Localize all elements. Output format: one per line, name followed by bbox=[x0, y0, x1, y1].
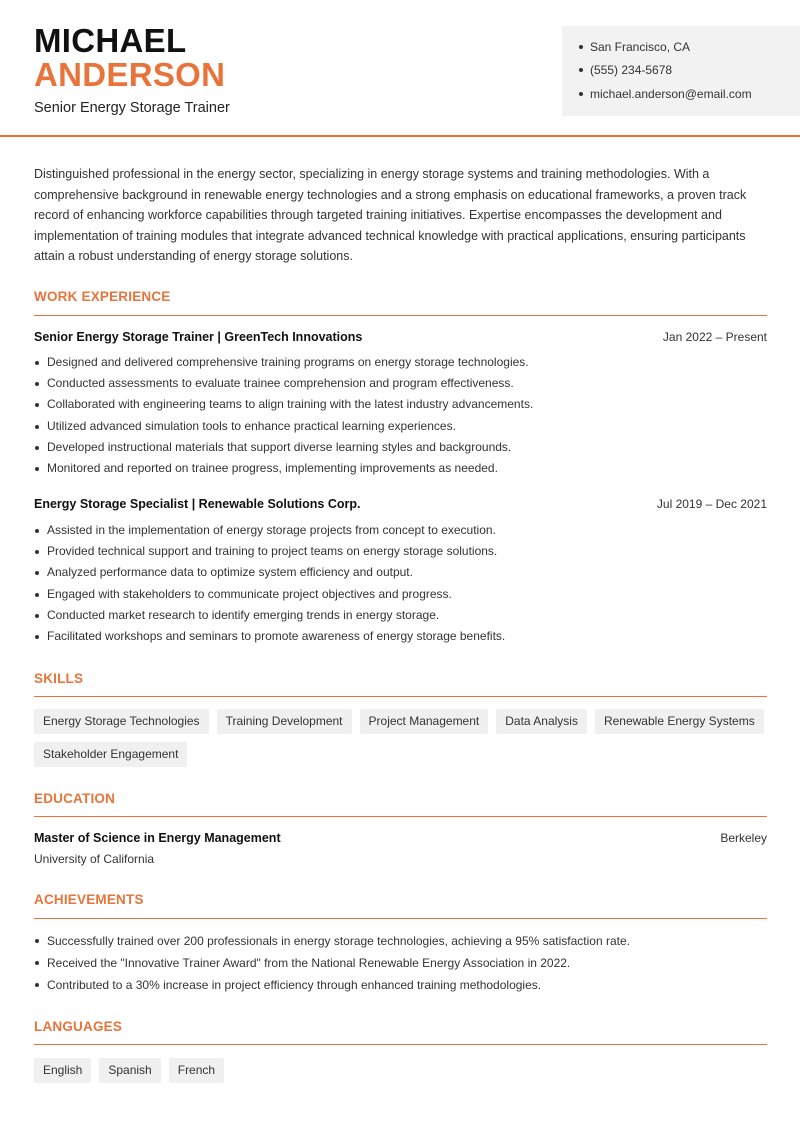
achievements-heading: ACHIEVEMENTS bbox=[34, 892, 144, 907]
skills-list bbox=[34, 709, 767, 767]
achievements-list bbox=[34, 930, 767, 996]
list-item: Assisted in the implementation of energy storage projects from concept to execution. bbox=[34, 520, 767, 541]
list-item: Facilitated workshops and seminars to promote awareness of energy storage benefits. bbox=[34, 626, 767, 647]
section-divider bbox=[34, 918, 767, 919]
list-item: Contributed to a 30% increase in project efficiency through enhanced training methodologies. bbox=[34, 974, 767, 996]
contact-email[interactable] bbox=[579, 87, 752, 101]
degree: Master of Science in Energy Management bbox=[34, 831, 281, 845]
languages-heading: LANGUAGES bbox=[34, 1019, 123, 1034]
bullet-icon bbox=[579, 68, 583, 72]
skill-chip: Training Development bbox=[217, 709, 352, 734]
skills-heading: SKILLS bbox=[34, 671, 84, 686]
job-entry-header bbox=[34, 497, 767, 511]
job-entry-header bbox=[34, 330, 767, 344]
list-item: Engaged with stakeholders to communicate project objectives and progress. bbox=[34, 584, 767, 605]
list-item: Successfully trained over 200 professionals in energy storage technologies, achieving a 95% satisfaction rate. bbox=[34, 930, 767, 952]
list-item: Provided technical support and training to project teams on energy storage solutions. bbox=[34, 541, 767, 562]
section-divider bbox=[34, 315, 767, 316]
job-bullets bbox=[34, 520, 767, 647]
skill-chip: Project Management bbox=[360, 709, 489, 734]
list-item: Received the "Innovative Trainer Award" from the National Renewable Energy Association in 2022. bbox=[34, 952, 767, 974]
job-role: Senior Energy Storage Trainer | GreenTech Innovations bbox=[34, 330, 363, 344]
work-experience-heading: WORK EXPERIENCE bbox=[34, 289, 171, 304]
job-dates: Jul 2019 – Dec 2021 bbox=[656, 497, 767, 511]
skill-chip: Data Analysis bbox=[496, 709, 587, 734]
job-bullets bbox=[34, 352, 767, 479]
location-text: San Francisco, CA bbox=[590, 40, 691, 54]
list-item: Collaborated with engineering teams to align training with the latest industry advancements. bbox=[34, 394, 767, 415]
education-heading: EDUCATION bbox=[34, 791, 116, 806]
job-dates: Jan 2022 – Present bbox=[662, 330, 767, 344]
job-role: Energy Storage Specialist | Renewable Solutions Corp. bbox=[34, 497, 361, 511]
language-chip: English bbox=[34, 1058, 91, 1083]
email-text[interactable]: michael.anderson@email.com bbox=[590, 87, 752, 101]
job-title: Senior Energy Storage Trainer bbox=[34, 100, 230, 116]
language-chip: French bbox=[169, 1058, 224, 1083]
language-chip: Spanish bbox=[99, 1058, 160, 1083]
bullet-icon bbox=[579, 45, 583, 49]
first-name: MICHAEL bbox=[34, 22, 187, 59]
contact-phone bbox=[579, 63, 672, 77]
contact-box bbox=[562, 26, 800, 116]
section-divider bbox=[34, 696, 767, 697]
school-name: University of California bbox=[34, 852, 155, 866]
list-item: Conducted assessments to evaluate trainee comprehension and program effectiveness. bbox=[34, 373, 767, 394]
phone-text: (555) 234-5678 bbox=[590, 63, 673, 77]
list-item: Analyzed performance data to optimize system efficiency and output. bbox=[34, 562, 767, 583]
education-location: Berkeley bbox=[720, 831, 767, 845]
list-item: Developed instructional materials that support diverse learning styles and backgrounds. bbox=[34, 437, 767, 458]
list-item: Utilized advanced simulation tools to enhance practical learning experiences. bbox=[34, 416, 767, 437]
list-item: Conducted market research to identify emerging trends in energy storage. bbox=[34, 605, 767, 626]
contact-location bbox=[579, 40, 690, 54]
section-divider bbox=[34, 816, 767, 817]
professional-summary: Distinguished professional in the energy sector, specializing in energy storage systems and training methodologies. With a comprehensive background in renewable energy technologies and a strong emphasis on educational frameworks, a proven track record of enhancing workforce capabilities through targeted training initiatives. Expertise encompasses the development and implementation of training modules that integrate advanced technical knowledge with practical applications, ensuring participants attain a robust understanding of energy storage solutions. bbox=[34, 167, 747, 263]
skill-chip: Energy Storage Technologies bbox=[34, 709, 209, 734]
section-divider bbox=[34, 1044, 767, 1045]
languages-list bbox=[34, 1058, 767, 1083]
skill-chip: Stakeholder Engagement bbox=[34, 742, 187, 767]
education-entry-header bbox=[34, 831, 767, 845]
last-name: ANDERSON bbox=[34, 56, 226, 93]
skill-chip: Renewable Energy Systems bbox=[595, 709, 764, 734]
list-item: Monitored and reported on trainee progress, implementing improvements as needed. bbox=[34, 458, 767, 479]
list-item: Designed and delivered comprehensive training programs on energy storage technologies. bbox=[34, 352, 767, 373]
resume-header bbox=[0, 0, 800, 137]
bullet-icon bbox=[579, 92, 583, 96]
